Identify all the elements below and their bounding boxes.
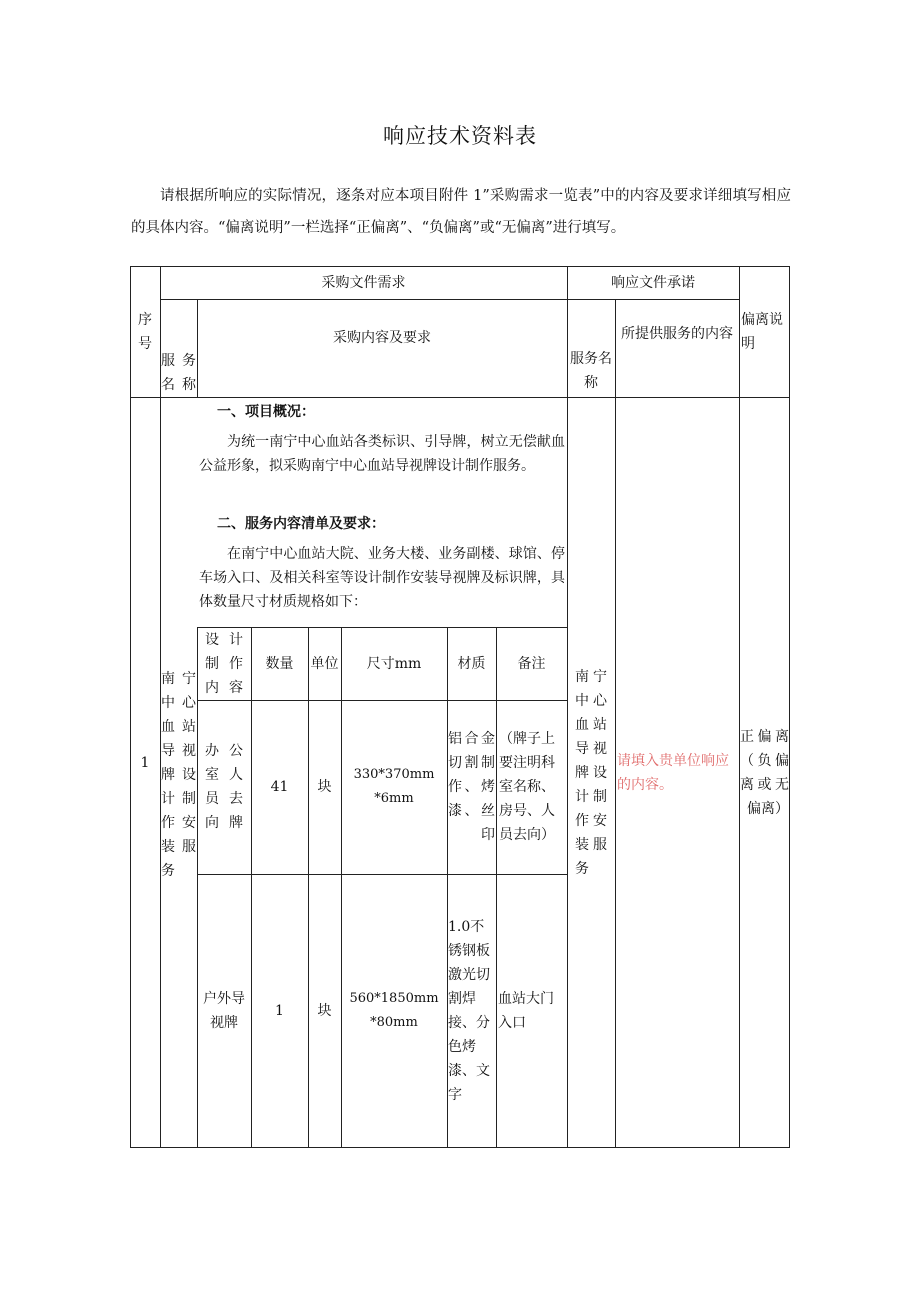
table-row-material: 铝合金切割制作、烤漆、丝印	[448, 731, 495, 843]
page-title: 响应技术资料表	[383, 124, 537, 148]
sub-col-size: 尺寸mm	[366, 655, 422, 672]
table-row-material: 1.0不锈钢板激光切割焊接、分色烤漆、文字	[448, 919, 490, 1103]
header-content-req: 采购内容及要求	[333, 330, 431, 346]
header-response-doc: 响应文件承诺	[611, 274, 695, 291]
table-row-note: 血站大门入口	[498, 991, 554, 1031]
size-line-1: 560*1850mm	[349, 991, 439, 1006]
table-row-qty: 41	[270, 779, 289, 795]
row-service-name: 南宁中心血站导视牌设计制作安装服务	[161, 671, 196, 879]
resp-service-name: 南宁中心血站导视牌设计制作安装服务	[575, 668, 607, 877]
sub-col-note: 备注	[517, 655, 546, 672]
section1-heading: 一、项目概况：	[217, 404, 315, 420]
header-service-name: 服务名称	[161, 353, 196, 393]
header-provided-content: 所提供服务的内容	[621, 326, 733, 342]
row-seq: 1	[140, 754, 150, 771]
header-resp-service-name: 服务名称	[570, 351, 612, 391]
sub-col-material: 材质	[457, 655, 486, 672]
table-row-unit: 块	[317, 779, 332, 795]
section1-text: 为统一南宁中心血站各类标识、引导牌，树立无偿献血公益形象，拟采购南宁中心血站导视牌设计制作服务。	[199, 434, 565, 474]
size-line-1: 330*370mm	[353, 767, 435, 782]
sub-col-content: 设计制作内容	[205, 631, 243, 696]
table-row-unit: 块	[317, 1003, 332, 1019]
table-row-content: 户外导视牌	[203, 991, 245, 1031]
table-row-size	[341, 700, 447, 874]
section2-heading: 二、服务内容清单及要求：	[217, 516, 385, 532]
section2-text: 在南宁中心血站大院、业务大楼、业务副楼、球馆、停车场入口、及相关科室等设计制作安装导视牌及标识牌，具体数量尺寸材质规格如下：	[199, 546, 565, 610]
size-line-2: *6mm	[374, 791, 414, 806]
header-seq: 序号	[138, 311, 152, 352]
sub-col-qty: 数量	[265, 655, 294, 672]
resp-content-placeholder[interactable]: 请填入贵单位响应的内容。	[617, 752, 729, 793]
header-procurement-doc: 采购文件需求	[321, 274, 406, 291]
intro-paragraph: 请根据所响应的实际情况，逐条对应本项目附件 1”采购需求一览表”中的内容及要求详细填写相应的具体内容。“偏离说明”一栏选择“正偏离”、“负偏离”或“无偏离”进行填写。	[131, 188, 791, 236]
size-line-2: *80mm	[370, 1015, 418, 1030]
table-row-content: 办公室人员去向牌	[205, 743, 243, 831]
header-deviation: 偏离说明	[741, 311, 783, 352]
table-row-qty: 1	[275, 1003, 284, 1019]
response-table	[130, 266, 790, 1148]
row-deviation: 正偏离（负偏离或无偏离）	[740, 728, 789, 817]
table-row-note: （牌子上要注明科室名称、房号、人员去向）	[499, 731, 555, 843]
table-row-size	[341, 874, 447, 1148]
sub-col-unit: 单位	[310, 655, 339, 672]
